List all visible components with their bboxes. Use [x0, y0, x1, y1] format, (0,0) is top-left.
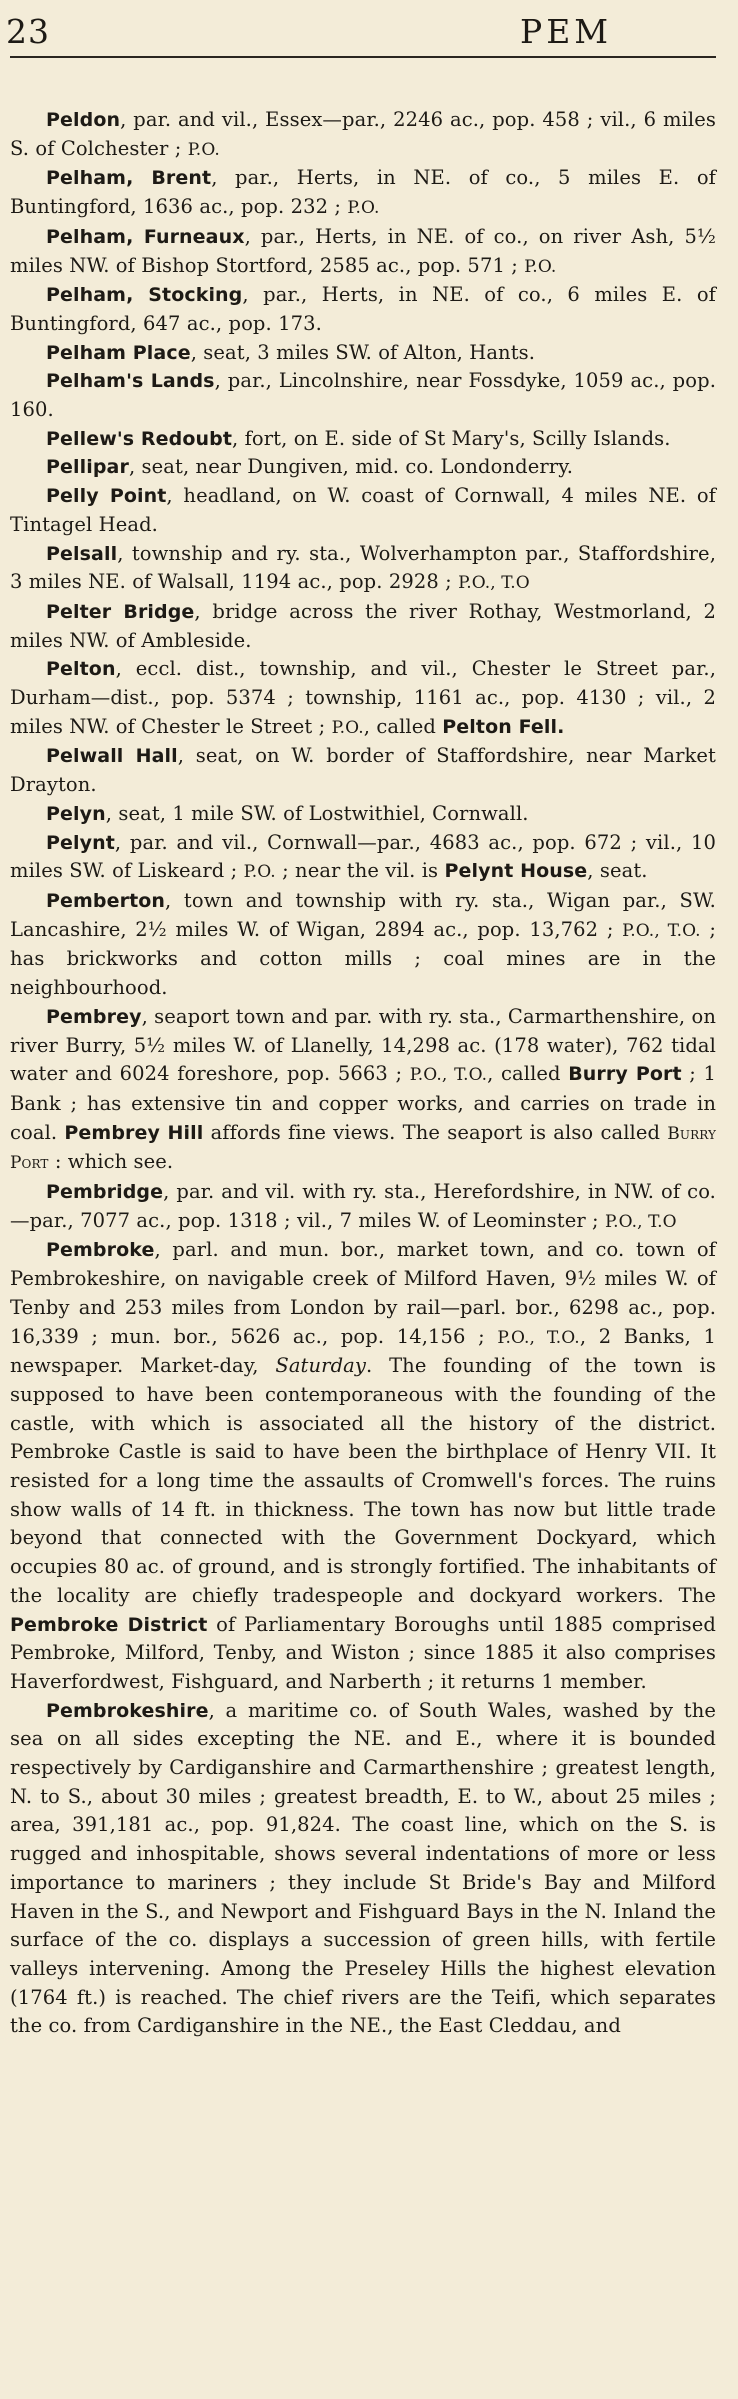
gazetteer-entry — [10, 1236, 716, 1696]
entry-headword: Pelham, Furneaux — [46, 225, 245, 248]
entry-text: , seaport town and par. with ry. sta., Carmarthenshire, on river Burry, 5½ miles W. of Llanelly, 14,298 ac. (178 water), 762 tidal water and 6024 foreshore, pop. 5663 ; — [10, 1004, 716, 1086]
entry-abbreviation: P.O., T.O. — [622, 920, 701, 941]
entry-text: , town and township with ry. sta., Wigan par., SW. Lancashire, 2½ miles W. of Wigan, 2894 ac., pop. 13,762 ; — [10, 888, 716, 941]
gazetteer-entry — [10, 106, 716, 164]
entry-abbreviation: P.O., T.O — [605, 1211, 677, 1232]
entry-text: ; near the vil. is — [275, 859, 445, 883]
entry-headword: Pembroke District — [10, 1613, 208, 1636]
entry-text: , headland, on W. coast of Cornwall, 4 miles NE. of Tintagel Head. — [10, 484, 716, 536]
entry-headword: Pembroke — [46, 1239, 155, 1262]
entry-headword: Pelwall Hall — [46, 745, 178, 768]
gazetteer-entry — [10, 1697, 716, 2041]
gazetteer-entry — [10, 742, 716, 799]
entry-text: , parl. and mun. bor., market town, and co. town of Pembrokeshire, on navigable creek of Milford Haven, 9½ miles W. of Tenby and 253 miles from London by rail—parl. bor., 6298 ac., pop. 16,339 ; mun. bor., 5626 ac., pop. 14,156 ; — [10, 1238, 716, 1348]
gazetteer-entry — [10, 540, 716, 598]
entry-text: , called — [487, 1062, 569, 1086]
entry-text: ; has brickworks and cotton mills ; coal mines are in the neighbourhood. — [10, 917, 716, 1000]
entry-abbreviation: P.O., T.O. — [497, 1327, 580, 1348]
entry-text: , seat. — [587, 859, 648, 883]
entry-text: : which see. — [48, 1150, 174, 1174]
entry-text: , seat, 3 miles SW. of Alton, Hants. — [190, 340, 536, 364]
gazetteer-entry — [10, 367, 716, 424]
entry-abbreviation: P.O. — [331, 717, 364, 738]
entry-headword: Pellew's Redoubt — [46, 427, 232, 450]
entry-text: , par. and vil., Cornwall—par., 4683 ac., pop. 672 ; vil., 10 miles SW. of Liskeard ; — [10, 830, 716, 883]
entry-headword: Pelsall — [46, 542, 118, 565]
entry-abbreviation: P.O. — [347, 198, 380, 219]
gazetteer-entry — [10, 887, 716, 1003]
entry-headword: Pelham's Lands — [46, 370, 215, 393]
page-number: 23 — [6, 12, 50, 51]
entry-abbreviation: P.O. — [187, 139, 220, 160]
entry-text: , par., Lincolnshire, near Fossdyke, 1059 ac., pop. 160. — [10, 369, 716, 422]
gazetteer-entry — [10, 829, 716, 887]
entry-headword: Pelton — [46, 658, 116, 681]
entry-text: , par. and vil., Essex—par., 2246 ac., pop. 458 ; vil., 6 miles S. of Colchester ; — [10, 108, 716, 160]
entry-text: , fort, on E. side of St Mary's, Scilly Islands. — [232, 426, 671, 450]
entry-abbreviation: Burry Port — [10, 1123, 716, 1174]
entry-headword: Pelham Place — [46, 341, 191, 364]
gazetteer-entry — [10, 339, 716, 368]
gazetteer-entry — [10, 1003, 716, 1178]
entry-headword: Pelynt — [46, 831, 115, 854]
entry-headword: Pembrey — [46, 1005, 142, 1028]
entry-headword: Pembrey Hill — [64, 1121, 204, 1144]
entry-abbreviation: P.O., T.O — [458, 573, 530, 594]
entry-abbreviation: P.O. — [524, 256, 557, 277]
entry-text: . The founding of the town is supposed to have been contemporaneous with the founding of the castle, with which is associated all the history of the district. Pembroke Castle is said to have been the birthplace of Henry VII. It resisted for a long time the assaults of Cromwell's forces. The ruins show walls of 14 ft. in thickness. The town has now but little trade beyond that connected with the Government Dockyard, which occupies 80 ac. of ground, and is strongly fortified. The inhabitants of the locality are chiefly tradespeople and dockyard workers. The — [10, 1354, 716, 1607]
entry-headword: Peldon — [46, 109, 121, 131]
gazetteer-entries — [10, 58, 716, 2041]
gazetteer-entry — [10, 164, 716, 222]
entry-headword: Pelham, Stocking — [46, 284, 243, 307]
entry-text: of Parliamentary Boroughs until 1885 comprised Pembroke, Milford, Tenby, and Wiston ; since 1885 it also comprises Haverfordwest, Fishguard, and Narberth ; it returns 1 member. — [10, 1612, 716, 1693]
entry-headword: Pembridge — [46, 1181, 164, 1204]
gazetteer-entry — [10, 281, 716, 338]
running-head — [6, 0, 716, 58]
gazetteer-entry — [10, 655, 716, 742]
entry-abbreviation: P.O., T.O. — [409, 1065, 488, 1086]
entry-headword: Pelly Point — [46, 485, 167, 508]
entry-headword: Pellipar — [46, 456, 129, 479]
gazetteer-entry — [10, 1178, 716, 1236]
entry-text: , par. and vil. with ry. sta., Herefordshire, in NW. of co.—par., 7077 ac., pop. 1318 ; vil., 7 miles W. of Leominster ; — [10, 1180, 716, 1232]
entry-text: , bridge across the river Rothay, Westmorland, 2 miles NW. of Ambleside. — [10, 599, 716, 652]
entry-headword: Pelham, Brent — [46, 167, 212, 190]
entry-text: , par., Herts, in NE. of co., 6 miles E. of Buntingford, 647 ac., pop. 173. — [10, 283, 716, 335]
entry-headword: Pelyn — [46, 802, 106, 825]
entry-text: , par., Herts, in NE. of co., on river Ash, 5½ miles NW. of Bishop Stortford, 2585 ac., pop. 571 ; — [10, 224, 716, 277]
gazetteer-entry — [10, 598, 716, 655]
entry-text: , par., Herts, in NE. of co., 5 miles E. of Buntingford, 1636 ac., pop. 232 ; — [10, 166, 716, 219]
entry-headword: Pembrokeshire — [46, 1699, 209, 1722]
entry-text: , called — [363, 714, 443, 738]
gazetteer-entry — [10, 425, 716, 454]
gazetteer-entry — [10, 453, 716, 482]
entry-text: , seat, 1 mile SW. of Lostwithiel, Cornwall. — [105, 801, 529, 825]
entry-headword: Burry Port — [568, 1063, 682, 1086]
entry-text: , a maritime co. of South Wales, washed by the sea on all sides excepting the NE. and E., where it is bounded respectively by Cardiganshire and Carmarthenshire ; greatest length, N. to S., about 30 miles ; greatest breadth, E. to W., about 25 miles ; area, 391,181 ac., pop. 91,824. The coast line, which on the S. is rugged and inhospitable, shows several indentations of more or less importance to mariners ; they include St Bride's Bay and Milford Haven in the S., and Newport and Fishguard Bays in the N. Inland the surface of the co. displays a succession of green hills, with fertile valleys intervening. Among the Preseley Hills the highest elevation (1764 ft.) is reached. The chief rivers are the Teifi, which separates the co. from Cardiganshire in the NE., the East Cleddau, and — [10, 1698, 716, 2038]
entry-headword: Pelter Bridge — [46, 600, 195, 623]
gazetteer-entry — [10, 800, 716, 829]
entry-text: , seat, near Dungiven, mid. co. Londonderry. — [128, 455, 574, 479]
entry-text: , 2 Banks, 1 newspaper. Market-day, — [10, 1324, 716, 1378]
entry-headword: Pelynt House — [444, 860, 588, 883]
entry-abbreviation: P.O. — [243, 862, 276, 883]
entry-text: , eccl. dist., township, and vil., Chester le Street par., Durham—dist., pop. 5374 ; township, 1161 ac., pop. 4130 ; vil., 2 miles NW. of Chester le Street ; — [10, 657, 716, 738]
entry-text: , township and ry. sta., Wolverhampton par., Staffordshire, 3 miles NE. of Walsall, 1194 ac., pop. 2928 ; — [10, 541, 716, 594]
entry-headword: Pelton Fell. — [442, 715, 565, 738]
gazetteer-entry — [10, 482, 716, 539]
entry-emphasis: Saturday — [275, 1354, 367, 1378]
gazetteer-entry — [10, 223, 716, 281]
entry-text: affords fine views. The seaport is also called — [203, 1120, 668, 1144]
entry-text: ; 1 Bank ; has extensive tin and copper works, and carries on trade in coal. — [10, 1062, 716, 1144]
entry-text: , seat, on W. border of Staffordshire, near Market Drayton. — [10, 744, 716, 797]
entry-headword: Pemberton — [46, 889, 166, 912]
section-letters: PEM — [520, 12, 613, 51]
